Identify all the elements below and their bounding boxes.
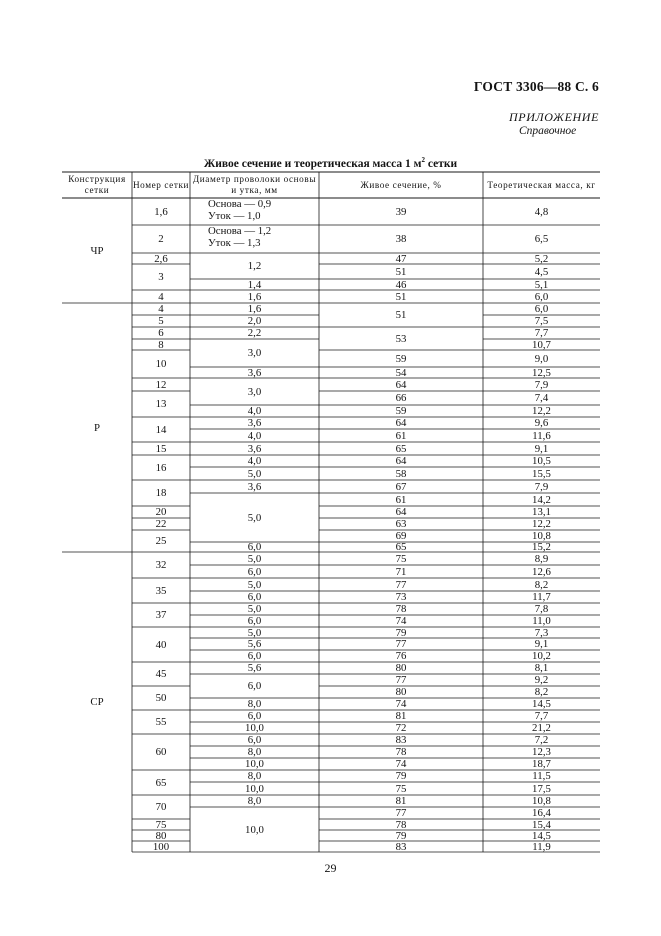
diameter-cell: 6,0 bbox=[247, 541, 262, 553]
open-area-cell: 58 bbox=[395, 467, 407, 480]
header-open-area: Живое сечение, % bbox=[360, 179, 442, 190]
mass-cell: 15,4 bbox=[532, 818, 551, 831]
open-area-cell: 83 bbox=[395, 840, 407, 853]
mass-cell: 7,5 bbox=[534, 315, 549, 327]
diameter-cell: 8,0 bbox=[247, 746, 262, 758]
diameter-cell-line: Основа — 1,2 bbox=[208, 225, 272, 237]
number-cell: 32 bbox=[155, 559, 167, 571]
header-mass: Теоретическая масса, кг bbox=[487, 179, 596, 190]
mass-cell: 15,5 bbox=[532, 467, 551, 480]
appendix-subtitle: Справочное bbox=[519, 125, 577, 137]
number-cell: 50 bbox=[155, 692, 167, 704]
mass-cell: 9,0 bbox=[534, 352, 549, 365]
open-area-cell: 81 bbox=[395, 710, 407, 722]
mass-cell: 10,8 bbox=[532, 530, 551, 542]
open-area-cell: 79 bbox=[395, 770, 407, 782]
appendix-title: ПРИЛОЖЕНИЕ bbox=[509, 110, 599, 124]
number-cell: 8 bbox=[158, 338, 164, 351]
open-area-cell: 64 bbox=[395, 455, 407, 467]
mass-cell: 9,1 bbox=[534, 638, 549, 650]
diameter-cell-line: Основа — 0,9 bbox=[208, 198, 272, 210]
open-area-cell: 76 bbox=[395, 650, 407, 662]
open-area-cell: 80 bbox=[395, 686, 407, 698]
diameter-cell: 10,0 bbox=[245, 722, 264, 734]
diameter-cell: 6,0 bbox=[247, 591, 262, 603]
table-title-tail: сетки bbox=[424, 157, 458, 170]
open-area-cell: 78 bbox=[395, 603, 407, 615]
number-cell: 20 bbox=[155, 506, 167, 518]
mass-cell: 5,1 bbox=[534, 278, 549, 291]
number-cell: 4 bbox=[158, 290, 164, 303]
mass-cell: 7,7 bbox=[534, 327, 549, 339]
number-cell: 100 bbox=[152, 840, 170, 853]
diameter-cell-line: Уток — 1,0 bbox=[208, 210, 261, 222]
open-area-cell: 65 bbox=[395, 541, 407, 553]
number-cell: 13 bbox=[155, 398, 167, 410]
open-area-cell: 61 bbox=[395, 493, 407, 506]
diameter-cell: 8,0 bbox=[247, 698, 262, 710]
diameter-cell: 5,6 bbox=[247, 638, 262, 650]
open-area-cell: 75 bbox=[395, 552, 407, 565]
open-area-cell: 79 bbox=[395, 829, 407, 842]
mass-cell: 7,4 bbox=[534, 392, 549, 404]
mass-cell: 12,5 bbox=[532, 366, 551, 379]
diameter-cell: 1,2 bbox=[247, 260, 262, 272]
mass-cell: 17,5 bbox=[532, 782, 551, 795]
mass-cell: 14,5 bbox=[532, 698, 551, 710]
diameter-cell: 10,0 bbox=[245, 782, 264, 795]
mass-cell: 12,2 bbox=[532, 405, 551, 417]
mass-cell: 8,1 bbox=[534, 662, 549, 674]
number-cell: 2,6 bbox=[154, 252, 168, 265]
open-area-cell: 51 bbox=[395, 265, 407, 278]
number-cell: 75 bbox=[155, 818, 167, 831]
diameter-cell: 3,0 bbox=[247, 347, 262, 359]
mass-cell: 13,1 bbox=[532, 506, 551, 518]
construction-cell: СР bbox=[90, 696, 104, 708]
open-area-cell: 59 bbox=[395, 352, 407, 365]
mass-cell: 7,9 bbox=[534, 480, 549, 493]
mass-cell: 14,5 bbox=[532, 829, 551, 842]
diameter-cell: 3,6 bbox=[247, 480, 262, 493]
open-area-cell: 65 bbox=[395, 442, 407, 455]
open-area-cell: 73 bbox=[395, 591, 407, 603]
construction-cell: Р bbox=[93, 421, 100, 434]
number-cell: 14 bbox=[155, 423, 167, 436]
mass-cell: 8,9 bbox=[534, 552, 549, 565]
diameter-cell: 6,0 bbox=[247, 565, 262, 578]
mass-cell: 11,7 bbox=[532, 591, 551, 603]
open-area-cell: 53 bbox=[395, 332, 407, 345]
mass-cell: 9,1 bbox=[534, 442, 549, 455]
mass-cell: 9,2 bbox=[534, 674, 549, 686]
open-area-cell: 51 bbox=[395, 290, 407, 303]
header-construction: Конструкция сетки bbox=[68, 174, 126, 195]
header-diameter: Диаметр проволоки основы и утка, мм bbox=[192, 174, 317, 195]
mass-cell: 6,5 bbox=[534, 233, 549, 245]
mass-cell: 10,8 bbox=[532, 795, 551, 807]
open-area-cell: 69 bbox=[395, 530, 407, 542]
mass-cell: 4,8 bbox=[534, 205, 549, 218]
diameter-cell: 3,6 bbox=[247, 366, 262, 379]
mass-cell: 6,0 bbox=[534, 303, 549, 315]
open-area-cell: 77 bbox=[395, 807, 407, 819]
diameter-cell: 5,0 bbox=[247, 467, 262, 480]
number-cell: 3 bbox=[158, 271, 164, 283]
diameter-cell: 5,0 bbox=[247, 552, 262, 565]
mass-cell: 11,5 bbox=[532, 770, 551, 782]
number-cell: 16 bbox=[155, 461, 167, 474]
diameter-cell: 4,0 bbox=[247, 429, 262, 442]
mass-cell: 12,2 bbox=[532, 518, 551, 530]
number-cell: 25 bbox=[155, 535, 167, 547]
number-cell: 18 bbox=[155, 487, 167, 499]
number-cell: 60 bbox=[155, 746, 167, 758]
diameter-cell: 8,0 bbox=[247, 795, 262, 807]
mass-cell: 9,6 bbox=[534, 417, 549, 429]
mass-cell: 10,7 bbox=[532, 338, 551, 351]
mass-cell: 15,2 bbox=[532, 541, 551, 553]
open-area-cell: 64 bbox=[395, 378, 407, 391]
open-area-cell: 74 bbox=[395, 615, 407, 627]
open-area-cell: 72 bbox=[395, 722, 407, 734]
mass-cell: 10,5 bbox=[532, 455, 551, 467]
number-cell: 65 bbox=[155, 776, 167, 789]
open-area-cell: 67 bbox=[395, 480, 407, 493]
number-cell: 80 bbox=[155, 829, 167, 842]
mass-cell: 11,6 bbox=[532, 429, 551, 442]
open-area-cell: 80 bbox=[395, 662, 407, 674]
diameter-cell bbox=[190, 198, 319, 225]
open-area-cell: 74 bbox=[395, 698, 407, 710]
open-area-cell: 78 bbox=[395, 746, 407, 758]
open-area-cell: 61 bbox=[395, 429, 407, 442]
diameter-cell: 6,0 bbox=[247, 710, 262, 722]
mass-cell: 7,8 bbox=[534, 603, 549, 615]
diameter-cell: 5,0 bbox=[247, 578, 262, 591]
number-cell: 4 bbox=[158, 303, 164, 315]
diameter-cell: 6,0 bbox=[247, 615, 262, 627]
diameter-cell: 3,0 bbox=[247, 385, 262, 398]
diameter-cell: 5,0 bbox=[247, 603, 262, 615]
open-area-cell: 77 bbox=[395, 638, 407, 650]
number-cell: 55 bbox=[155, 716, 167, 728]
diameter-cell: 2,2 bbox=[247, 327, 262, 339]
diameter-cell: 3,6 bbox=[247, 442, 262, 455]
mass-cell: 7,9 bbox=[534, 378, 549, 391]
number-cell: 2 bbox=[158, 233, 164, 245]
number-cell: 45 bbox=[155, 668, 167, 680]
mass-cell: 7,2 bbox=[534, 734, 549, 746]
diameter-cell: 1,6 bbox=[247, 303, 262, 315]
diameter-cell: 10,0 bbox=[245, 758, 264, 770]
diameter-cell: 4,0 bbox=[247, 405, 262, 417]
open-area-cell: 63 bbox=[395, 518, 407, 530]
open-area-cell: 39 bbox=[395, 205, 407, 218]
number-cell: 22 bbox=[155, 518, 167, 530]
table-title-text: Живое сечение и теоретическая масса 1 м bbox=[203, 157, 422, 170]
number-cell: 5 bbox=[158, 315, 164, 327]
number-cell: 15 bbox=[155, 442, 167, 455]
open-area-cell: 64 bbox=[395, 417, 407, 429]
construction-cell: ЧР bbox=[90, 244, 104, 257]
diameter-cell: 6,0 bbox=[247, 680, 262, 692]
mass-cell: 12,6 bbox=[532, 565, 551, 578]
open-area-cell: 54 bbox=[395, 366, 407, 379]
document-header: ГОСТ 3306—88 С. 6 bbox=[473, 79, 599, 94]
number-cell: 37 bbox=[155, 609, 167, 621]
number-cell: 6 bbox=[158, 327, 164, 339]
diameter-cell bbox=[190, 225, 319, 253]
diameter-cell: 1,4 bbox=[247, 278, 262, 291]
header-number: Номер сетки bbox=[132, 179, 190, 190]
mass-cell: 12,3 bbox=[532, 746, 551, 758]
open-area-cell: 71 bbox=[395, 565, 407, 578]
mass-cell: 11,9 bbox=[532, 840, 551, 853]
number-cell: 12 bbox=[155, 378, 167, 391]
diameter-cell: 1,6 bbox=[247, 290, 262, 303]
number-cell: 70 bbox=[155, 801, 167, 813]
mass-cell: 6,0 bbox=[534, 290, 549, 303]
open-area-cell: 75 bbox=[395, 782, 407, 795]
mass-cell: 8,2 bbox=[534, 686, 549, 698]
diameter-cell: 10,0 bbox=[245, 823, 264, 836]
open-area-cell: 51 bbox=[395, 309, 407, 321]
mass-cell: 4,5 bbox=[534, 265, 549, 278]
mass-cell: 11,0 bbox=[532, 615, 551, 627]
mass-cell: 5,2 bbox=[534, 252, 549, 265]
diameter-cell: 4,0 bbox=[247, 455, 262, 467]
mass-cell: 14,2 bbox=[532, 493, 551, 506]
diameter-cell-line: Уток — 1,3 bbox=[208, 237, 261, 249]
open-area-cell: 83 bbox=[395, 734, 407, 746]
table-title-superscript: 2 bbox=[421, 156, 425, 164]
mass-cell: 10,2 bbox=[532, 650, 551, 662]
mass-cell: 18,7 bbox=[532, 758, 551, 770]
diameter-cell: 3,6 bbox=[247, 417, 262, 429]
open-area-cell: 77 bbox=[395, 578, 407, 591]
open-area-cell: 59 bbox=[395, 405, 407, 417]
open-area-cell: 64 bbox=[395, 506, 407, 518]
open-area-cell: 38 bbox=[395, 233, 407, 245]
diameter-cell: 5,6 bbox=[247, 662, 262, 674]
diameter-cell: 6,0 bbox=[247, 650, 262, 662]
mass-cell: 7,7 bbox=[534, 710, 549, 722]
page-number: 29 bbox=[324, 861, 337, 875]
open-area-cell: 74 bbox=[395, 758, 407, 770]
open-area-cell: 78 bbox=[395, 818, 407, 831]
mass-cell: 8,2 bbox=[534, 578, 549, 591]
diameter-cell: 8,0 bbox=[247, 770, 262, 782]
mass-cell: 16,4 bbox=[532, 807, 551, 819]
open-area-cell: 79 bbox=[395, 626, 407, 639]
number-cell: 40 bbox=[155, 638, 167, 651]
open-area-cell: 77 bbox=[395, 674, 407, 686]
mass-cell: 21,2 bbox=[532, 722, 551, 734]
open-area-cell: 81 bbox=[395, 795, 407, 807]
diameter-cell: 6,0 bbox=[247, 734, 262, 746]
open-area-cell: 66 bbox=[395, 392, 407, 404]
diameter-cell: 5,0 bbox=[247, 511, 262, 524]
diameter-cell: 2,0 bbox=[247, 315, 262, 327]
open-area-cell: 47 bbox=[395, 252, 407, 265]
number-cell: 35 bbox=[155, 584, 167, 597]
mass-cell: 7,3 bbox=[534, 626, 549, 639]
number-cell: 1,6 bbox=[154, 205, 168, 218]
open-area-cell: 46 bbox=[395, 278, 407, 291]
number-cell: 10 bbox=[155, 358, 167, 370]
diameter-cell: 5,0 bbox=[247, 626, 262, 639]
